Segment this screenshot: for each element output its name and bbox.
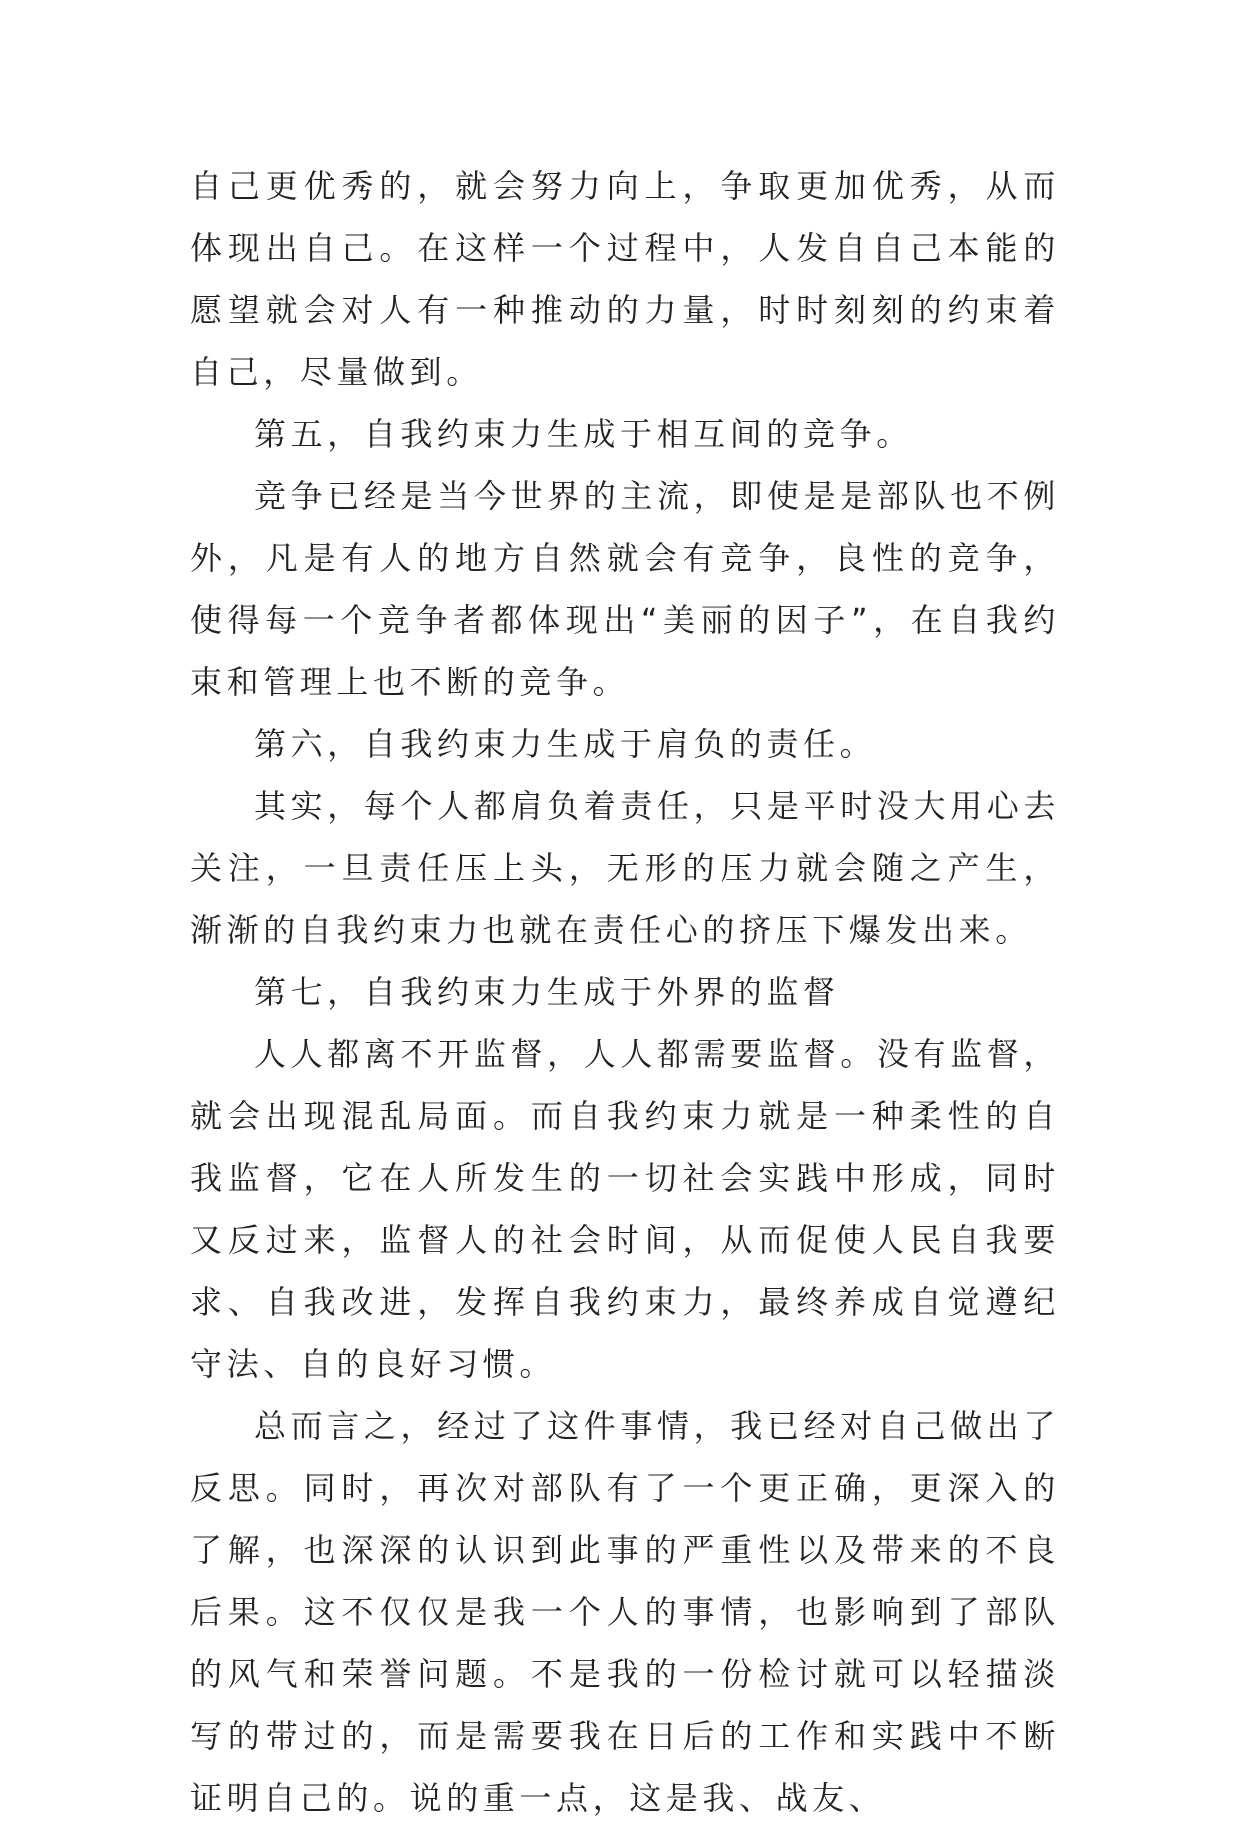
paragraph-five: 竞争已经是当今世界的主流，即使是是部队也不例外，凡是有人的地方自然就会有竞争，良性的竞争，使得每一个竞争者都体现出“美丽的因子”，在自我约束和管理上也不断的竞争。: [190, 477, 1060, 701]
paragraph-seven: 人人都离不开监督，人人都需要监督。没有监督，就会出现混乱局面。而自我约束力就是一种柔性的自我监督，它在人所发生的一切社会实践中形成，同时又反过来，监督人的社会时间，从而促使人民自我要求、自我改进，发挥自我约束力，最终养成自觉遵纪守法、自的良好习惯。: [190, 1035, 1060, 1383]
section-heading-five: 第五，自我约束力生成于相互间的竞争。: [254, 415, 913, 453]
document-body: [190, 155, 1060, 1829]
section-heading-six: 第六，自我约束力生成于肩负的责任。: [254, 725, 877, 763]
section-heading-seven: 第七，自我约束力生成于外界的监督: [254, 973, 840, 1011]
paragraph-continuation: 自己更优秀的，就会努力向上，争取更加优秀，从而体现出自己。在这样一个过程中，人发自自己本能的愿望就会对人有一种推动的力量，时时刻刻的约束着自己，尽量做到。: [190, 167, 1060, 391]
paragraph-six: 其实，每个人都肩负着责任，只是平时没大用心去关注，一旦责任压上头，无形的压力就会随之产生，渐渐的自我约束力也就在责任心的挤压下爆发出来。: [190, 787, 1060, 949]
paragraph-conclusion: 总而言之，经过了这件事情，我已经对自己做出了反思。同时，再次对部队有了一个更正确，更深入的了解，也深深的认识到此事的严重性以及带来的不良后果。这不仅仅是我一个人的事情，也影响到了部队的风气和荣誉问题。不是我的一份检讨就可以轻描淡写的带过的，而是需要我在日后的工作和实践中不断证明自己的。说的重一点，这是我、战友、: [190, 1407, 1060, 1817]
